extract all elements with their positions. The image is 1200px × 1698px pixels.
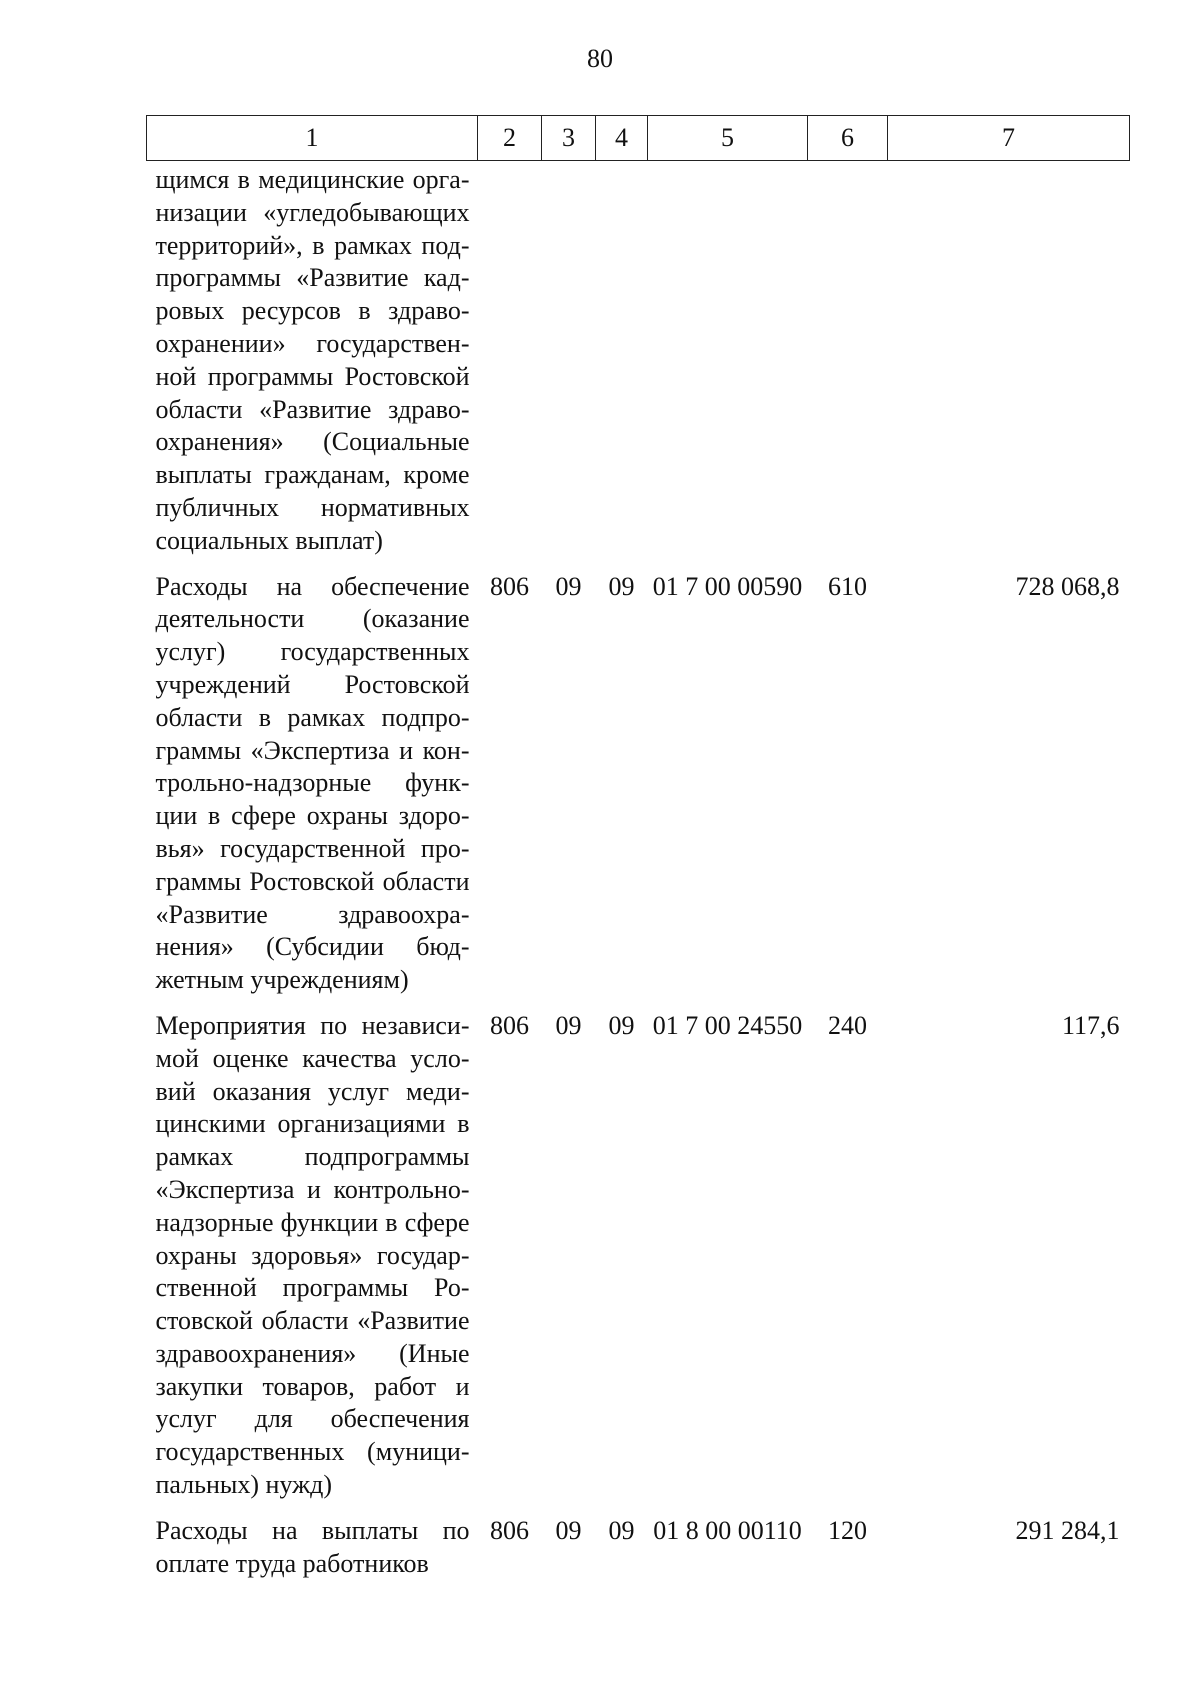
row-description: Мероприятия по независимой оценке качества условий оказания услуг медицинскими организациями в рамках подпрограммы «Экспертиза и контрольно-надзорные функции в сфере охраны здоровья» государственной программы Ростовской области «Развитие здравоохранения» (Иные закупки товаров, работ и услуг для обеспечения государственных (муниципальных) нужд) [155,1010,470,1500]
row-col-3: 09 [555,1010,582,1040]
header-col-2: 2 [478,116,542,161]
row-col-7 [888,161,1130,571]
row-col-7: 291 284,1 [1015,1515,1120,1545]
row-col-2 [478,161,542,571]
row-col-4: 09 [608,571,635,601]
header-col-4: 4 [596,116,648,161]
row-col-3 [542,161,596,571]
page-number: 80 [587,44,613,73]
row-col-2: 806 [490,1515,529,1545]
row-description: Расходы на обеспечение деятельности (оказание услуг) государственных учреждений Ростовской области в рамках подпрограммы «Экспертиза и контрольно-надзорные функции в сфере охраны здоровья» государственной программы Ростовской области «Развитие здравоохранения» (Субсидии бюджетным учреждениям) [155,571,470,995]
table-row [147,1515,1130,1594]
row-col-3: 09 [555,1515,582,1545]
row-col-7: 728 068,8 [1015,571,1120,601]
row-col-5: 01 8 00 00110 [653,1515,802,1545]
row-description: щимся в медицинские организации «угледобывающих территорий», в рамках подпрограммы «Развитие кадровых ресурсов в здравоохранении» государственной программы Ростовской области «Развитие здравоохранения» (Социальные выплаты гражданам, кроме публичных нормативных социальных выплат) [155,165,470,555]
row-col-5: 01 7 00 00590 [652,571,803,601]
row-col-5 [648,161,808,571]
row-col-6: 240 [828,1010,867,1040]
row-col-7: 117,6 [1061,1010,1120,1040]
header-col-3: 3 [542,116,596,161]
row-col-6: 120 [828,1515,867,1545]
table-row [147,571,1130,1010]
row-description: Расходы на выплаты по оплате труда работников [155,1515,470,1578]
row-col-4 [596,161,648,571]
header-col-5: 5 [648,116,808,161]
header-row [147,116,1130,161]
table-row [147,161,1130,571]
row-col-4: 09 [608,1515,635,1545]
budget-table [146,115,1130,1593]
row-col-2: 806 [490,571,529,601]
header-col-1: 1 [147,116,478,161]
row-col-2: 806 [490,1010,529,1040]
table-row [147,1010,1130,1515]
row-col-3: 09 [555,571,582,601]
row-col-6 [808,161,888,571]
header-col-6: 6 [808,116,888,161]
header-col-7: 7 [888,116,1130,161]
row-col-5: 01 7 00 24550 [652,1010,803,1040]
row-col-6: 610 [828,571,867,601]
row-col-4: 09 [608,1010,635,1040]
